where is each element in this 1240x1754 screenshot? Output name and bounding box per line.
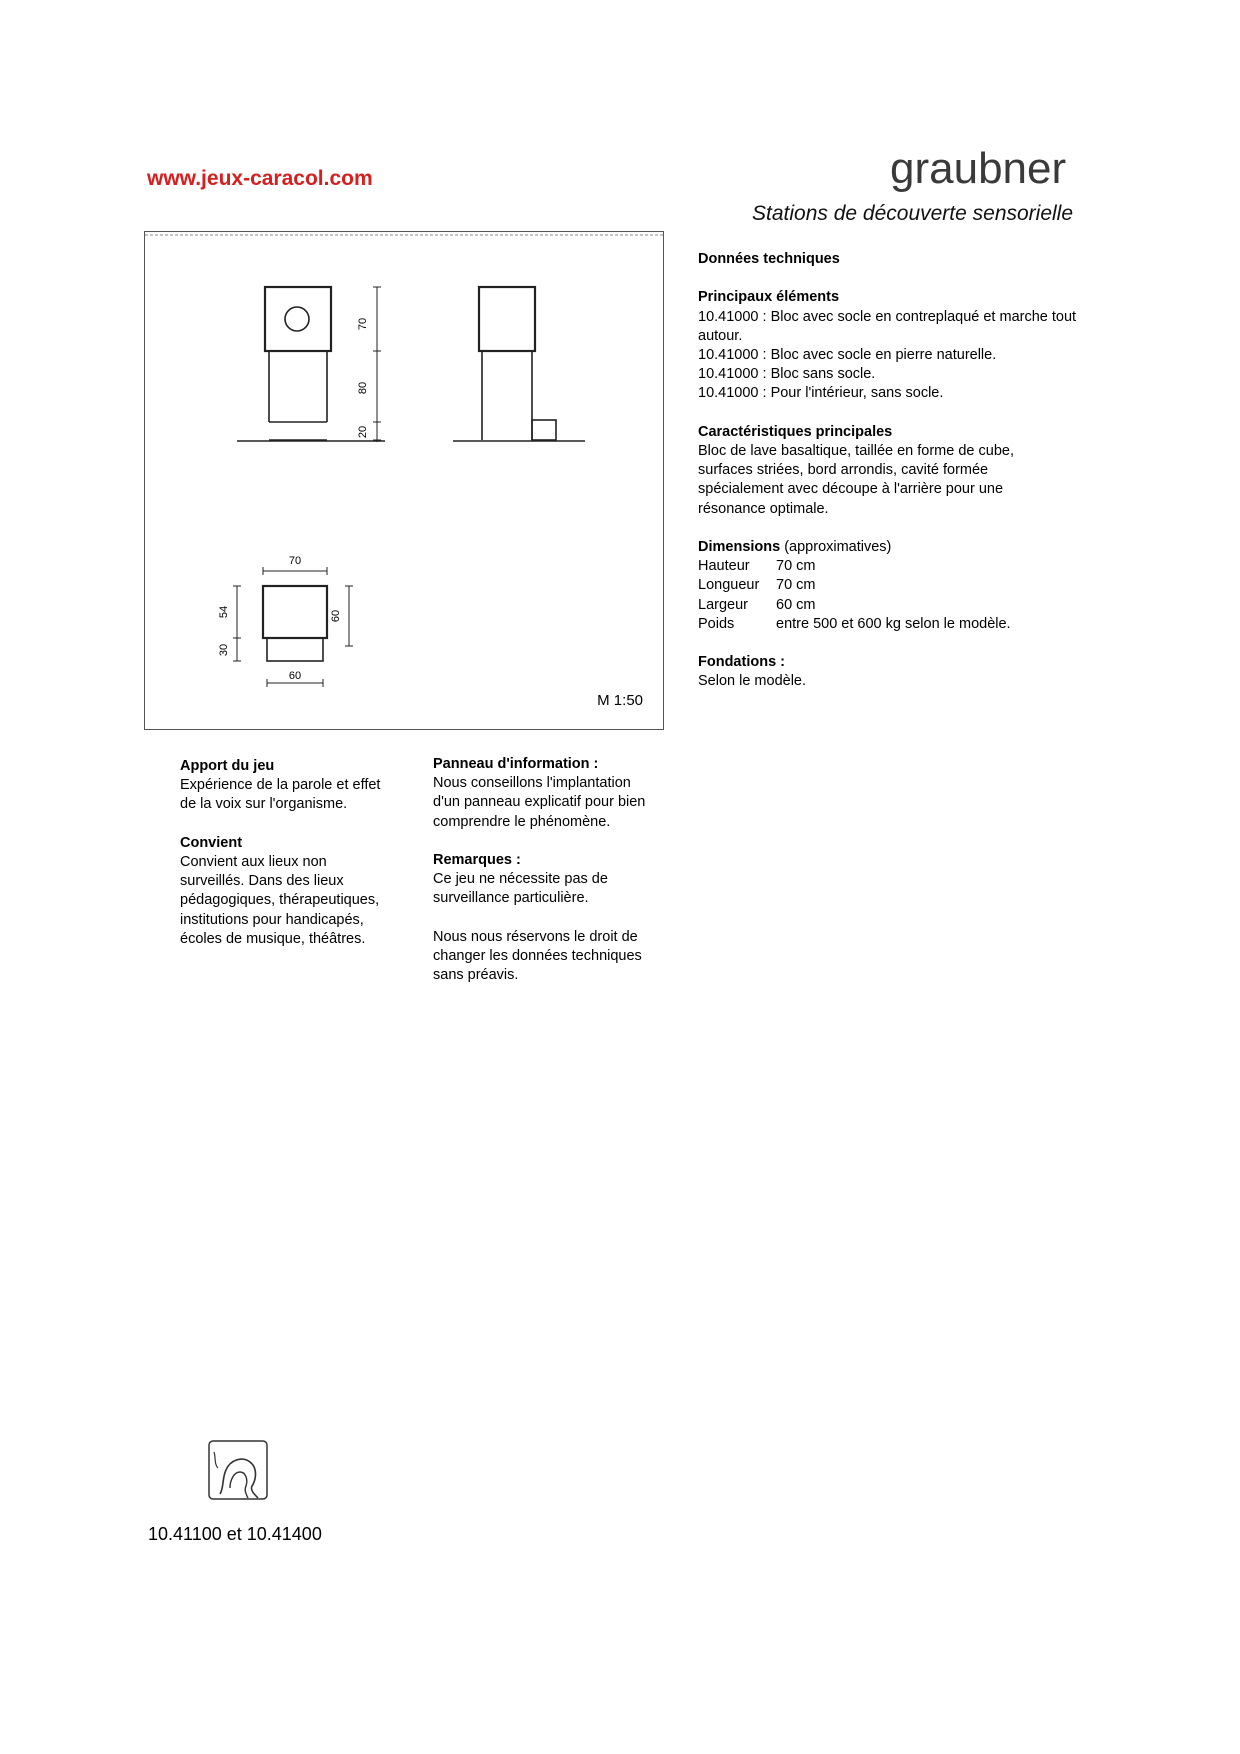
dim-front-middle: 80 (357, 381, 369, 395)
apport-text: Expérience de la parole et effet de la voix sur l'organisme. (180, 777, 381, 813)
head-profile-icon (206, 1438, 272, 1509)
convient-heading: Convient (180, 834, 243, 851)
remarques-text: Ce jeu ne nécessite pas de surveillance particulière. (433, 871, 608, 907)
dimension-label: Longueur (698, 577, 760, 594)
dimension-row (698, 557, 1118, 576)
plan-view (233, 567, 353, 687)
right-column (433, 755, 658, 985)
element-item: 10.41000 : Bloc avec socle en pierre naturelle. (698, 347, 997, 363)
dimension-value: entre 500 et 600 kg selon le modèle. (776, 615, 1011, 632)
dim-plan-bottom: 60 (288, 670, 302, 682)
panneau-heading: Panneau d'information : (433, 756, 599, 772)
dimension-row (698, 576, 1118, 595)
drawing-svg (145, 232, 665, 731)
apport-heading: Apport du jeu (180, 758, 275, 774)
product-code: 10.41100 et 10.41400 (148, 1524, 322, 1544)
dimension-value: 60 cm (776, 596, 816, 613)
dimension-row (698, 615, 1118, 634)
element-item: 10.41000 : Pour l'intérieur, sans socle. (698, 385, 944, 402)
dimension-label: Hauteur (698, 558, 750, 575)
website-link[interactable]: www.jeux-caracol.com (147, 167, 373, 190)
page-subtitle: Stations de découverte sensorielle (752, 202, 1074, 225)
convient-text: Convient aux lieux non surveillés. Dans des lieux pédagogiques, thérapeutiques, institutions pour handicapés, écoles de musique, théâtres. (180, 854, 380, 947)
tech-section (698, 250, 1118, 692)
features-heading: Caractéristiques principales (698, 423, 893, 440)
drawing-scale: M 1:50 (597, 692, 643, 709)
left-column (180, 757, 395, 949)
brand-logo: graubner (890, 144, 1067, 193)
remarques-heading: Remarques : (433, 852, 521, 868)
front-view (237, 287, 385, 442)
dim-plan-right: 60 (330, 609, 342, 623)
foundations-text: Selon le modèle. (698, 673, 807, 690)
tech-title: Données techniques (698, 251, 840, 267)
foundations-heading: Fondations : (698, 654, 785, 671)
dimensions-heading: Dimensions (698, 539, 781, 555)
dimension-label: Poids (698, 615, 735, 632)
dim-plan-top: 70 (288, 555, 302, 567)
dimension-row (698, 596, 1118, 615)
dimension-value: 70 cm (776, 577, 816, 594)
dim-plan-left-lower: 30 (218, 643, 230, 657)
features-text: Bloc de lave basaltique, taillée en forme de cube, surfaces striées, bord arrondis, cavité formée spécialement avec découpe à l'arrière pour une résonance optimale. (698, 443, 1014, 517)
element-item: 10.41000 : Bloc avec socle en contreplaqué et marche tout autour. (698, 308, 1077, 344)
technical-drawing (144, 231, 664, 730)
elements-heading: Principaux éléments (698, 289, 840, 306)
dimension-value: 70 cm (776, 558, 816, 575)
side-view (453, 287, 585, 441)
dim-plan-left-upper: 54 (218, 605, 230, 619)
dimensions-heading-row (698, 538, 1118, 557)
dim-front-top: 70 (357, 317, 369, 331)
dim-front-bottom: 20 (357, 425, 369, 439)
panneau-text: Nous conseillons l'implantation d'un panneau explicatif pour bien comprendre le phénomène. (433, 775, 646, 830)
reserve-text: Nous nous réservons le droit de changer les données techniques sans préavis. (433, 928, 642, 984)
element-item: 10.41000 : Bloc sans socle. (698, 366, 876, 383)
dimensions-note: (approximatives) (784, 539, 892, 555)
dimension-label: Largeur (698, 596, 748, 613)
